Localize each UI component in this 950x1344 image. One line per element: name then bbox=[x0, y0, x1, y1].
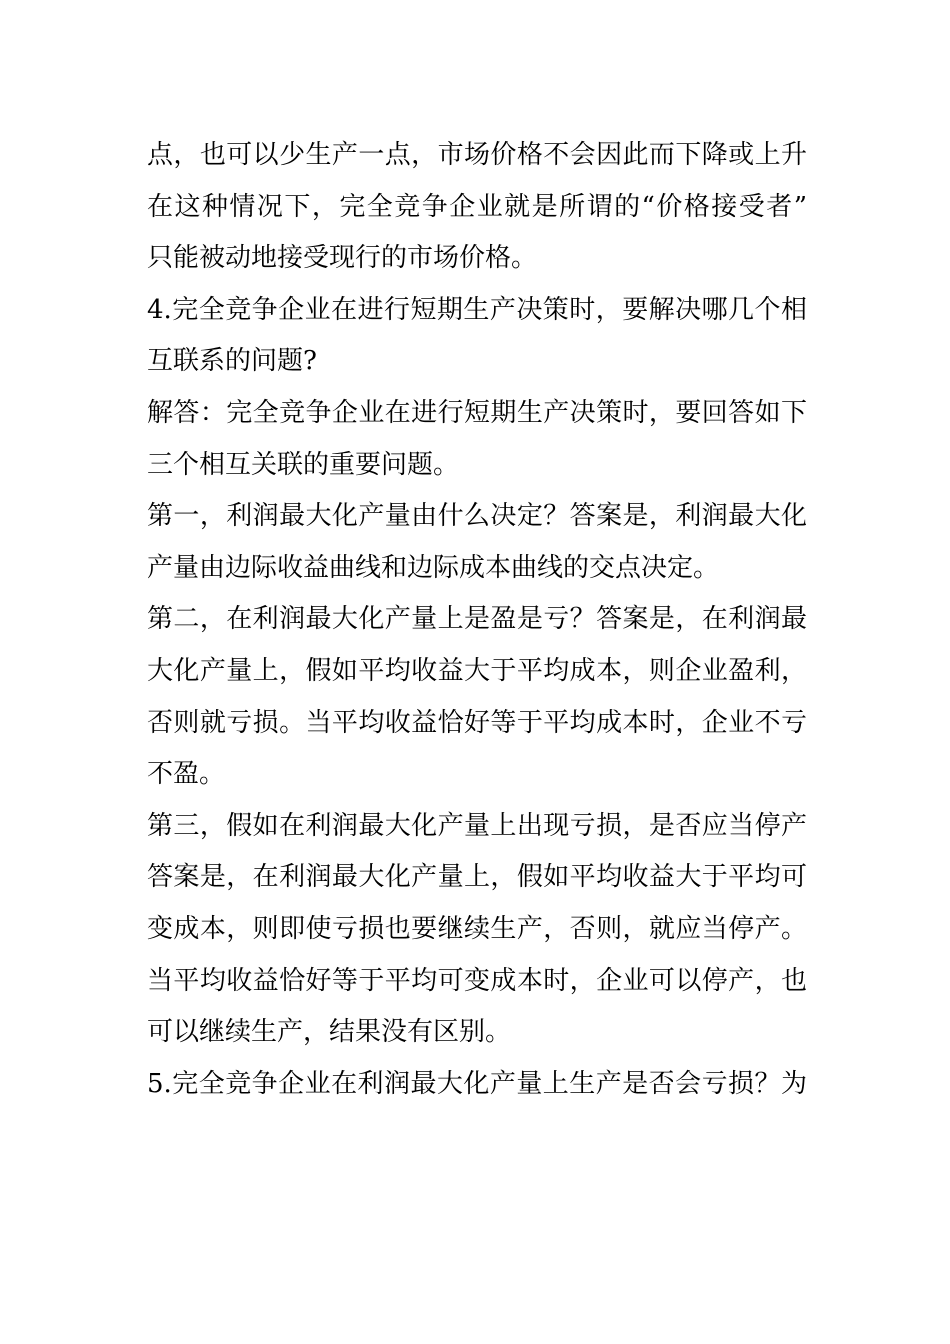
body-text bbox=[147, 130, 807, 1110]
point-two-line: 第二，在利润最大化产量上是盈是亏？答案是，在利润最 bbox=[147, 604, 807, 635]
point-three-line: 第三，假如在利润最大化产量上出现亏损，是否应当停产 bbox=[147, 810, 807, 841]
text-line: 只能被动地接受现行的市场价格。 bbox=[147, 243, 538, 274]
answer-line: 解答：完全竞争企业在进行短期生产决策时，要回答如下 bbox=[147, 397, 807, 428]
point-two-line: 大化产量上，假如平均收益大于平均成本，则企业盈利， bbox=[147, 655, 807, 686]
text-line: 在这种情况下，完全竞争企业就是所谓的“价格接受者” bbox=[147, 191, 807, 222]
point-three-line: 当平均收益恰好等于平均可变成本时，企业可以停产，也 bbox=[147, 965, 807, 996]
point-one-line: 产量由边际收益曲线和边际成本曲线的交点决定。 bbox=[147, 552, 720, 583]
question-4-line: 互联系的问题? bbox=[147, 346, 317, 377]
point-one-line: 第一，利润最大化产量由什么决定？答案是，利润最大化 bbox=[147, 501, 807, 532]
point-three-line: 可以继续生产，结果没有区别。 bbox=[147, 1017, 512, 1048]
point-two-line: 否则就亏损。当平均收益恰好等于平均成本时，企业不亏 bbox=[147, 707, 807, 738]
point-two-line: 不盈。 bbox=[147, 759, 226, 790]
answer-line: 三个相互关联的重要问题。 bbox=[147, 449, 460, 480]
point-three-line: 变成本，则即使亏损也要继续生产，否则，就应当停产。 bbox=[147, 913, 807, 944]
question-4-line: 4.完全竞争企业在进行短期生产决策时，要解决哪几个相 bbox=[147, 294, 807, 325]
point-three-line: 答案是，在利润最大化产量上，假如平均收益大于平均可 bbox=[147, 862, 807, 893]
text-line: 点，也可以少生产一点，市场价格不会因此而下降或上升 bbox=[147, 140, 807, 170]
question-5-line: 5.完全竞争企业在利润最大化产量上生产是否会亏损？为 bbox=[147, 1068, 807, 1099]
